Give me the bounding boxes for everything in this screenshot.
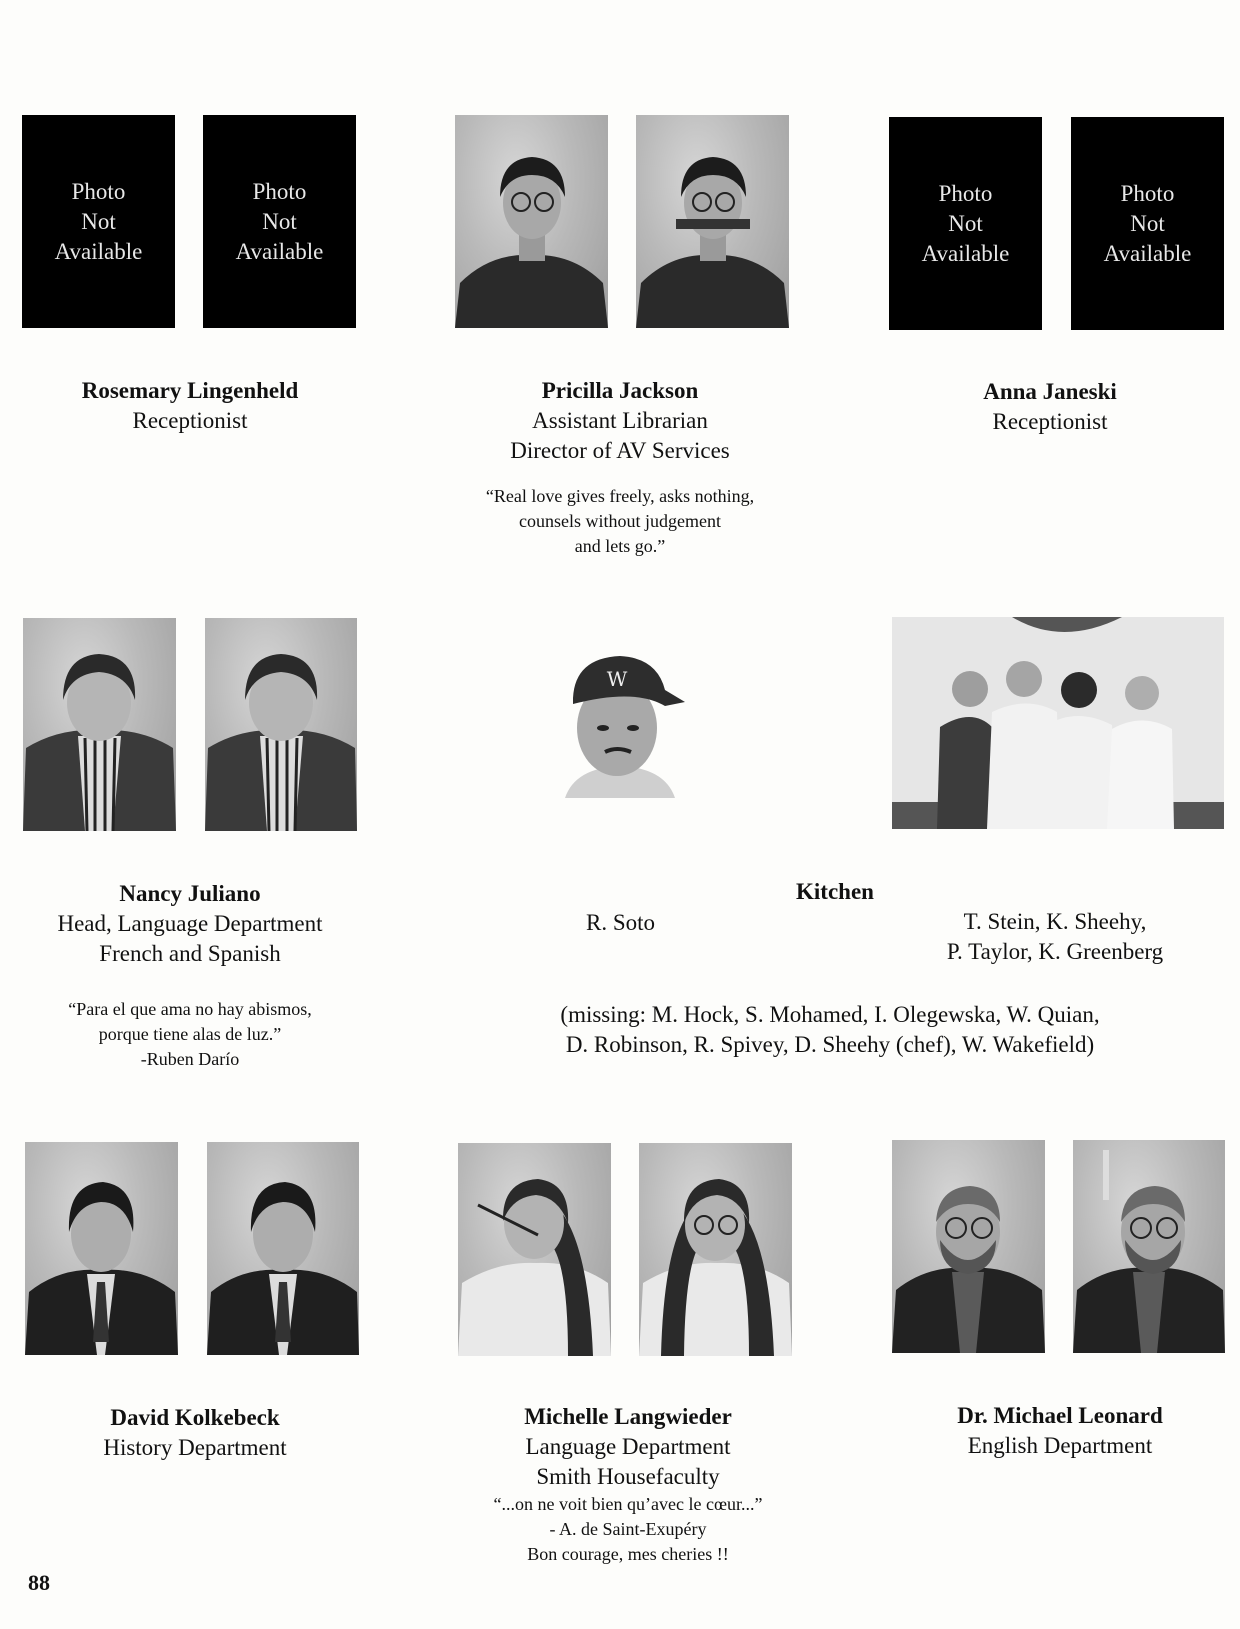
staff-title: French and Spanish (99, 941, 281, 966)
staff-name: David Kolkebeck (110, 1405, 280, 1430)
portrait-photo-michael-leonard (892, 1140, 1045, 1353)
missing-line: (missing: M. Hock, S. Mohamed, I. Olegewska, W. Quian, (560, 1002, 1100, 1027)
staff-name: Michelle Langwieder (524, 1404, 732, 1429)
quote-line: porque tiene alas de luz.” (98, 1024, 282, 1044)
staff-title: Receptionist (132, 408, 248, 433)
portrait-photo-pricilla-jackson-funny (636, 115, 789, 328)
page-number: 88 (28, 1570, 50, 1595)
staff-title: History Department (103, 1435, 287, 1460)
staff-title: English Department (967, 1433, 1153, 1458)
kitchen-staff-line: P. Taylor, K. Greenberg (946, 939, 1164, 964)
staff-title: Language Department (525, 1434, 731, 1459)
staff-caption-rosemary-lingenheld (20, 376, 360, 436)
staff-name: Anna Janeski (983, 379, 1117, 404)
quote-line: “...on ne voit bien qu’avec le cœur...” (493, 1494, 763, 1514)
photo-not-available-placeholder: Photo Not Available (203, 115, 356, 328)
portrait-photo-michael-leonard-2 (1073, 1140, 1225, 1353)
photo-not-available-placeholder: Photo Not Available (889, 117, 1042, 330)
quote-line: - A. de Saint-Exupéry (549, 1519, 707, 1539)
staff-caption-michelle-langwieder (448, 1402, 808, 1567)
group-photo-kitchen-staff (892, 617, 1224, 829)
staff-name: Nancy Juliano (119, 881, 261, 906)
staff-quote (440, 484, 800, 559)
quote-line: “Real love gives freely, asks nothing, (485, 486, 755, 506)
staff-title: Director of AV Services (510, 438, 730, 463)
staff-name: Rosemary Lingenheld (81, 378, 299, 403)
portrait-photo-david-kolkebeck-2 (207, 1142, 359, 1355)
staff-caption-anna-janeski (880, 377, 1220, 437)
quote-line: “Para el que ama no hay abismos, (68, 999, 312, 1019)
staff-caption-nancy-juliano (20, 879, 360, 1072)
portrait-photo-michelle-langwieder-funny (458, 1143, 611, 1356)
staff-caption-pricilla-jackson (440, 376, 800, 559)
quote-line: -Ruben Darío (140, 1049, 240, 1069)
portrait-photo-pricilla-jackson (455, 115, 608, 328)
staff-quote (448, 1492, 808, 1567)
staff-quote (20, 997, 360, 1072)
staff-caption-david-kolkebeck (25, 1403, 365, 1463)
kitchen-staff-line: T. Stein, K. Sheehy, (963, 909, 1147, 934)
portrait-photo-nancy-juliano (23, 618, 176, 831)
kitchen-soto-caption: R. Soto (586, 910, 656, 935)
staff-name: Dr. Michael Leonard (957, 1403, 1163, 1428)
photo-not-available-placeholder: Photo Not Available (22, 115, 175, 328)
portrait-photo-michelle-langwieder (639, 1143, 792, 1356)
staff-title: Head, Language Department (57, 911, 323, 936)
photo-not-available-placeholder: Photo Not Available (1071, 117, 1224, 330)
cutout-photo-r-soto (545, 628, 695, 798)
svg-text:W: W (606, 667, 628, 691)
missing-line: D. Robinson, R. Spivey, D. Sheehy (chef), W. Wakefield) (565, 1032, 1095, 1057)
kitchen-staff-names (905, 907, 1205, 967)
staff-title: Assistant Librarian (532, 408, 708, 433)
kitchen-heading: Kitchen (796, 879, 874, 904)
portrait-photo-david-kolkebeck (25, 1142, 178, 1355)
staff-title: Receptionist (992, 409, 1108, 434)
quote-line: counsels without judgement (519, 511, 721, 531)
quote-line: and lets go.” (574, 536, 666, 556)
staff-name: Pricilla Jackson (541, 378, 699, 403)
quote-line: Bon courage, mes cheries !! (527, 1544, 729, 1564)
staff-title: Smith Housefaculty (536, 1464, 720, 1489)
portrait-photo-nancy-juliano-2 (205, 618, 357, 831)
staff-caption-michael-leonard (890, 1401, 1230, 1461)
kitchen-missing-list (520, 1000, 1140, 1060)
